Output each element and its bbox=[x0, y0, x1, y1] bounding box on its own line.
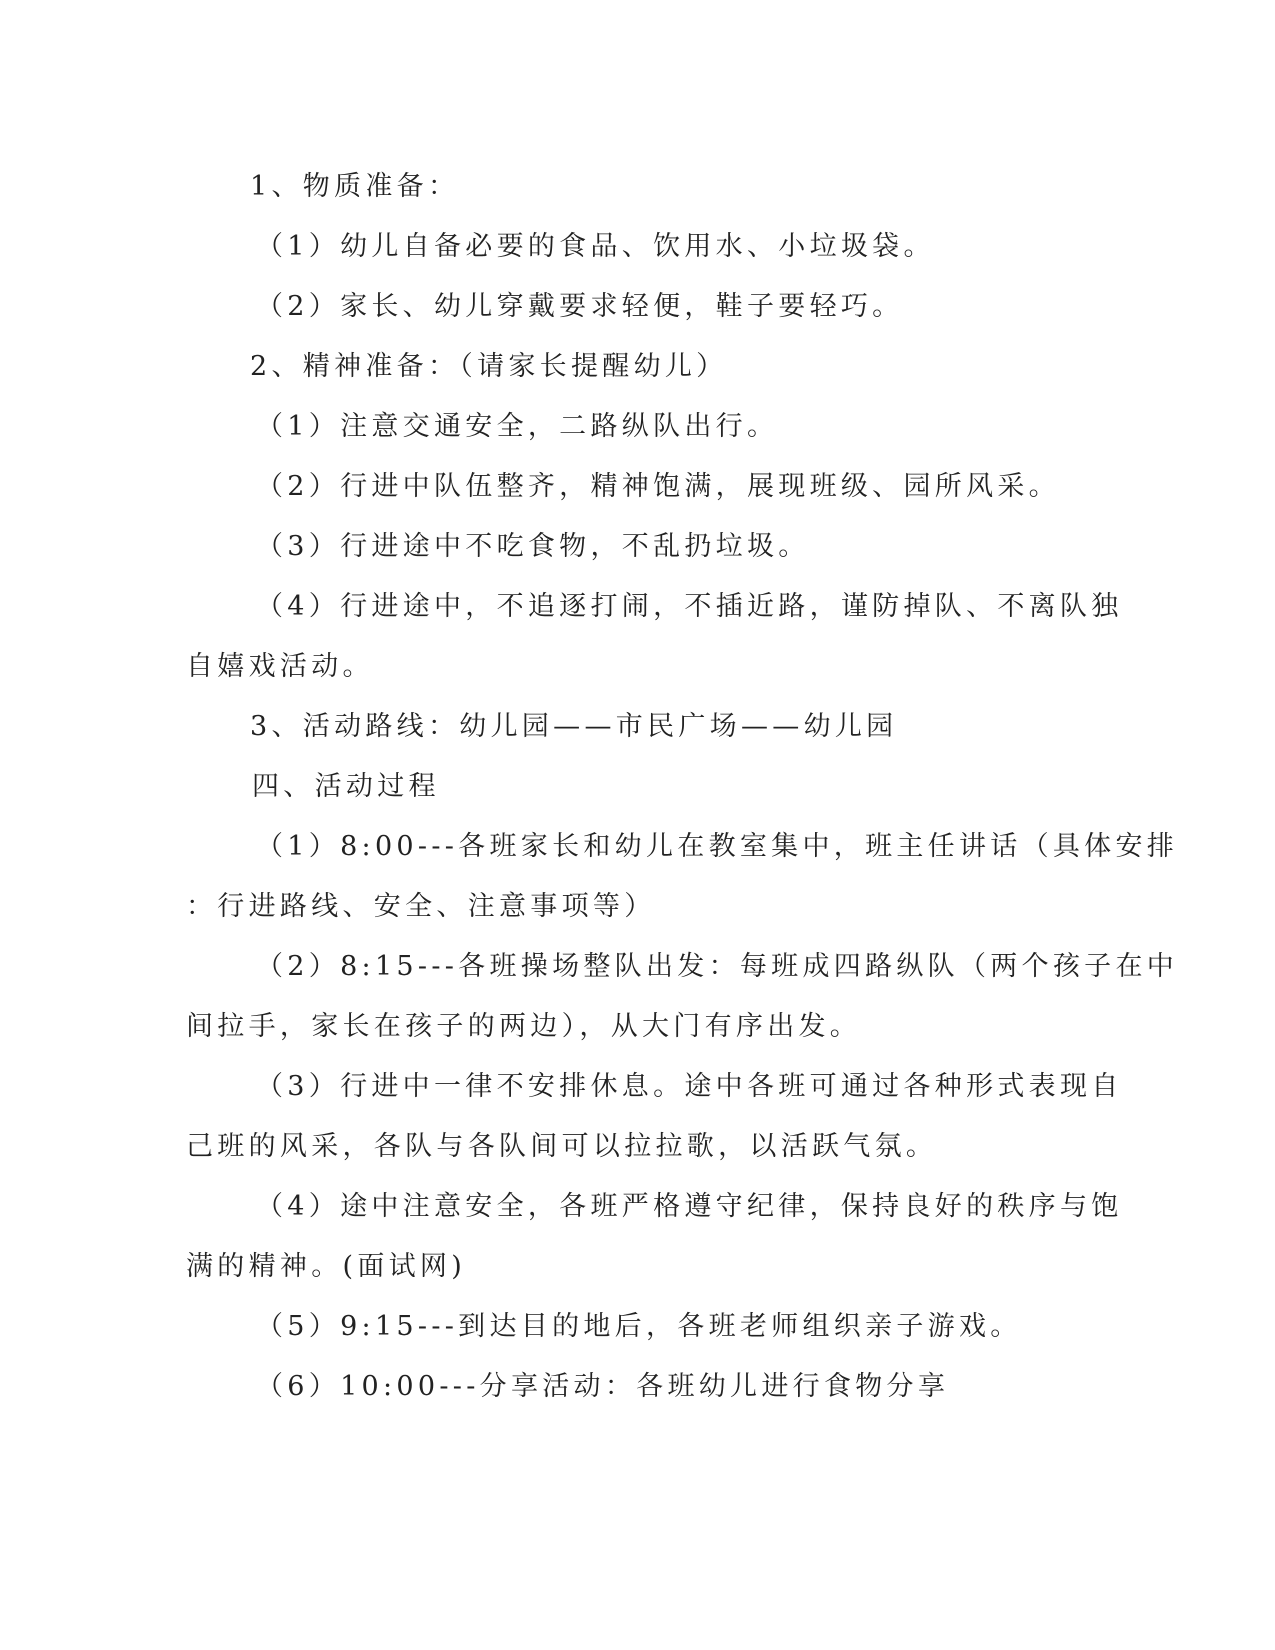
section-heading-route: 3、活动路线：幼儿园——市民广场——幼儿园 bbox=[250, 711, 898, 742]
list-item: （1）注意交通安全，二路纵队出行。 bbox=[256, 411, 779, 442]
list-item-continuation: 满的精神。(面试网) bbox=[186, 1251, 467, 1282]
list-item: （4）途中注意安全，各班严格遵守纪律，保持良好的秩序与饱 bbox=[256, 1191, 1123, 1222]
list-item: （6）10:00---分享活动：各班幼儿进行食物分享 bbox=[256, 1371, 950, 1402]
list-item: （3）行进途中不吃食物，不乱扔垃圾。 bbox=[256, 531, 810, 562]
list-item: （1）8:00---各班家长和幼儿在教室集中，班主任讲话（具体安排 bbox=[256, 831, 1179, 862]
list-item-continuation: 间拉手，家长在孩子的两边），从大门有序出发。 bbox=[186, 1011, 862, 1042]
list-item-continuation: 己班的风采，各队与各队间可以拉拉歌，以活跃气氛。 bbox=[186, 1131, 938, 1162]
section-heading-mental-prep: 2、精神准备：（请家长提醒幼儿） bbox=[250, 351, 728, 382]
list-item: （5）9:15---到达目的地后，各班老师组织亲子游戏。 bbox=[256, 1311, 1022, 1342]
section-heading-process: 四、活动过程 bbox=[252, 771, 440, 802]
list-item: （1）幼儿自备必要的食品、饮用水、小垃圾袋。 bbox=[256, 231, 935, 262]
section-heading-material-prep: 1、物质准备： bbox=[250, 171, 460, 202]
list-item: （4）行进途中，不追逐打闹，不插近路，谨防掉队、不离队独 bbox=[256, 591, 1123, 622]
list-item: （2）行进中队伍整齐，精神饱满，展现班级、园所风采。 bbox=[256, 471, 1060, 502]
list-item: （2）家长、幼儿穿戴要求轻便，鞋子要轻巧。 bbox=[256, 291, 904, 322]
document-body bbox=[186, 157, 1179, 1417]
list-item-continuation: ：行进路线、安全、注意事项等） bbox=[186, 891, 656, 922]
list-item: （3）行进中一律不安排休息。途中各班可通过各种形式表现自 bbox=[256, 1071, 1123, 1102]
list-item-continuation: 自嬉戏活动。 bbox=[186, 651, 374, 682]
list-item: （2）8:15---各班操场整队出发：每班成四路纵队（两个孩子在中 bbox=[256, 951, 1179, 982]
